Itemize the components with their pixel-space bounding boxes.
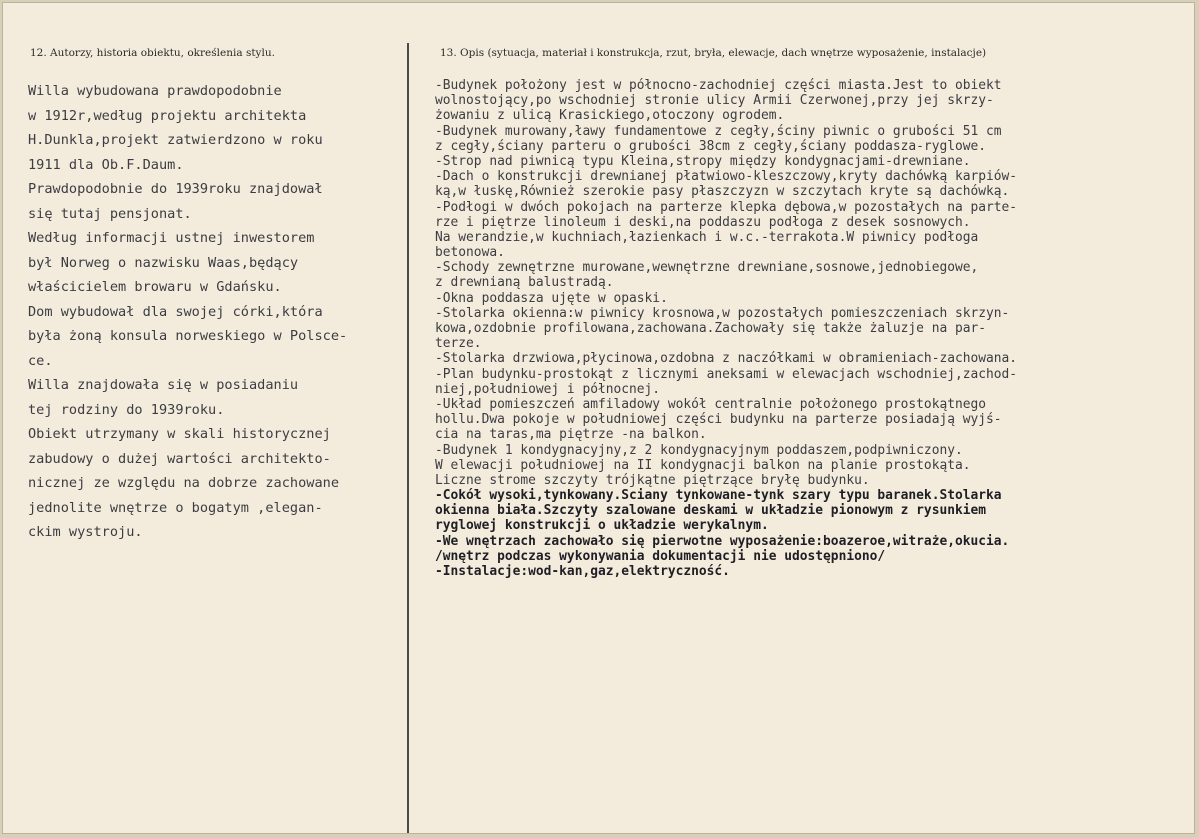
text-line: -Budynek położony jest w północno-zachodniej części miasta.Jest to obiekt [435, 78, 1002, 93]
text-line: ryglowej konstrukcji o układzie werykalnym. [435, 518, 769, 534]
text-line: -Dach o konstrukcji drewnianej płatwiowo-kleszczowy,kryty dachówką karpiów- [435, 169, 1018, 185]
text-line: nicznej ze względu na dobrze zachowane [28, 475, 339, 491]
text-line: żowaniu z ulicą Krasickiego,otoczony ogrodem. [435, 108, 785, 124]
text-line: Dom wybudował dla swojej córki,która [28, 303, 323, 320]
text-line: -Budynek 1 kondygnacyjny,z 2 kondygnacyjnym poddaszem,podpiwniczony. [435, 442, 963, 458]
text-line: Liczne strome szczyty trójkątne piętrzące bryłę budynku. [435, 472, 870, 488]
text-line: była żoną konsula norweskiego w Polsce- [28, 328, 348, 344]
text-line: -Strop nad piwnicą typu Kleina,stropy między kondygnacjami-drewniane. [435, 153, 971, 169]
text-line: /wnętrz podczas wykonywania dokumentacji nie udostępniono/ [435, 548, 886, 564]
text-line: niej,południowej i północnej. [435, 381, 661, 397]
text-line: ckim wystroju. [28, 524, 143, 540]
text-line: -Stolarka drzwiowa,płycinowa,ozdobna z naczółkami w obramieniach-zachowana. [435, 351, 1018, 367]
text-line: -Budynek murowany,ławy fundamentowe z cegły,ściny piwnic o grubości 51 cm [435, 123, 1002, 139]
section-13-text [435, 78, 1017, 579]
text-line: Obiekt utrzymany w skali historycznej [28, 426, 331, 442]
text-line: rze i piętrze linoleum i deski,na poddaszu podłoga z desek sosnowych. [435, 214, 971, 230]
text-line: 1911 dla Ob.F.Daum. [28, 156, 184, 173]
inventory-card [2, 2, 1195, 834]
text-line: się tutaj pensjonat. [28, 205, 192, 222]
text-line: właścicielem browaru w Gdańsku. [28, 279, 282, 295]
section-12-text [28, 79, 347, 545]
text-line: ką,w łuskę,Również szerokie pasy płaszczyzn w szczytach kryte są dachówką. [435, 184, 1010, 200]
text-line: H.Dunkla,projekt zatwierdzono w roku [28, 132, 323, 148]
text-line: okienna biała.Szczyty szalowane deskami w układzie pionowym z rysunkiem [435, 503, 987, 519]
text-line: zabudowy o dużej wartości architekto- [28, 450, 331, 467]
text-line: cia na taras,ma piętrze -na balkon. [435, 427, 707, 443]
text-line: -Plan budynku-prostokąt z licznymi aneksami w elewacjach wschodniej,zachod- [435, 366, 1018, 382]
text-line: Willa wybudowana prawdopodobnie [28, 83, 282, 99]
text-line: -Schody zewnętrzne murowane,wewnętrzne drewniane,sosnowe,jednobiegowe, [435, 260, 979, 276]
text-line: z drewnianą balustradą. [435, 275, 614, 291]
text-line: W elewacji południowej na II kondygnacji balkon na planie prostokąta. [435, 457, 971, 473]
text-line: był Norweg o nazwisku Waas,będący [28, 254, 299, 271]
text-line: z cegły,ściany parteru o grubości 38cm z cegły,ściany poddasza-ryglowe. [435, 138, 987, 154]
section-12-heading: 12. Autorzy, historia obiektu, określenia stylu. [30, 47, 275, 59]
text-line: jednolite wnętrze o bogatym ,elegan- [28, 499, 323, 516]
text-line: betonowa. [435, 245, 505, 261]
section-13-heading: 13. Opis (sytuacja, materiał i konstrukcja, rzut, bryła, elewacje, dach wnętrze wyposażenie, instalacje) [440, 47, 987, 59]
text-line: terze. [435, 336, 482, 352]
text-line: tej rodziny do 1939roku. [28, 401, 225, 418]
text-line: -Stolarka okienna:w piwnicy krosnowa,w pozostałych pomieszczeniach skrzyn- [435, 305, 1010, 321]
text-line: wolnostojący,po wschodniej stronie ulicy Armii Czerwonej,przy jej skrzy- [435, 93, 994, 109]
text-line: -Cokół wysoki,tynkowany.Sciany tynkowane-tynk szary typu baranek.Stolarka [435, 488, 1002, 504]
text-line: Według informacji ustnej inwestorem [28, 230, 315, 246]
text-line: -Podłogi w dwóch pokojach na parterze klepka dębowa,w pozostałych na parte- [435, 199, 1018, 215]
text-line: -We wnętrzach zachowało się pierwotne wyposażenie:boazeroe,witraże,okucia. [435, 533, 1010, 549]
text-line: -Układ pomieszczeń amfiladowy wokół centralnie położonego prostokątnego [435, 396, 987, 412]
text-line: -Okna poddasza ujęte w opaski. [435, 290, 668, 306]
text-line: w 1912r,według projektu architekta [28, 107, 307, 124]
column-divider [407, 43, 409, 833]
text-line: Na werandzie,w kuchniach,łazienkach i w.c.-terrakota.W piwnicy podłoga [435, 229, 979, 245]
text-line: Willa znajdowała się w posiadaniu [28, 377, 299, 393]
text-line: hollu.Dwa pokoje w południowej części budynku na parterze posiadają wyjś- [435, 412, 1002, 428]
text-line: -Instalacje:wod-kan,gaz,elektryczność. [435, 564, 730, 579]
text-line: kowa,ozdobnie profilowana,zachowana.Zachowały się także żaluzje na par- [435, 321, 987, 336]
text-line: ce. [28, 352, 53, 369]
text-line: Prawdopodobnie do 1939roku znajdował [28, 181, 323, 197]
